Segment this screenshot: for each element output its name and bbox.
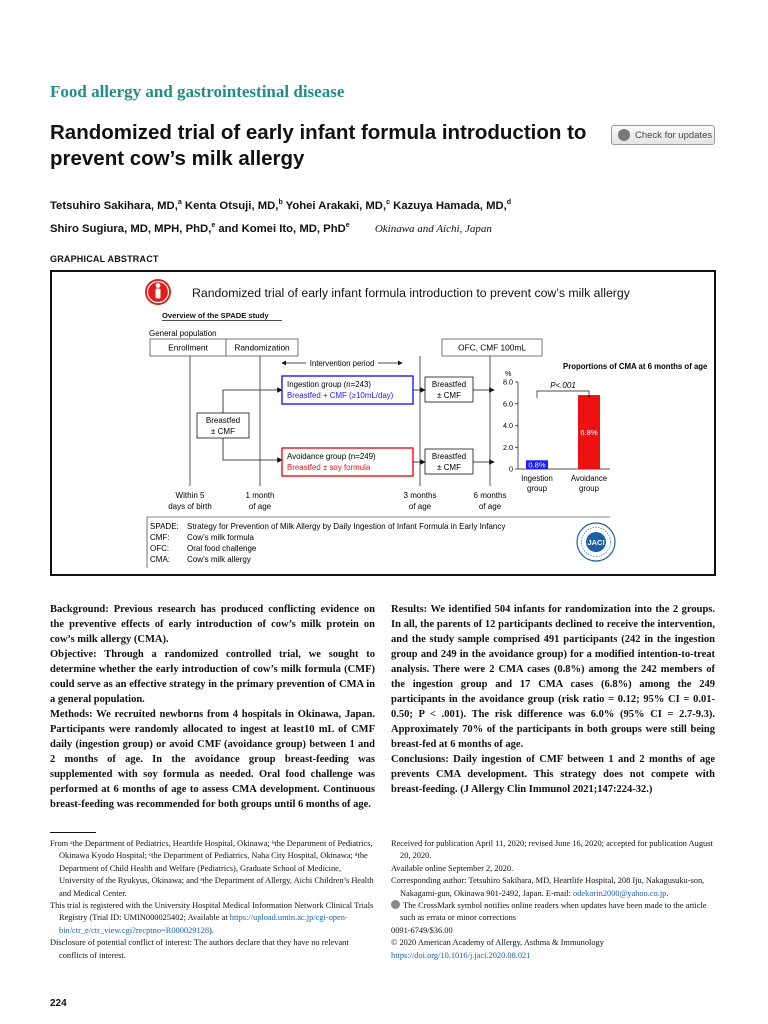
footnotes-left (50, 838, 375, 962)
alert-person-icon (145, 279, 171, 305)
footnotes-right (391, 838, 715, 962)
affiliations-footnote: From ᵃthe Department of Pediatrics, Heartlife Hospital, Okinawa; ᵇthe Department of Pediatrics, Okinawa Kyodo Hospital; ᶜthe Department of Pediatrics, Naha City Hospital, Okinawa; ᵈthe Department of Child Health and Welfare (Pediatrics), Graduate School of Medicine, University of the Ryukyus, Okinawa; and ᵉthe Department of Allergy, Aichi Children’s Health and Medical Center. (50, 839, 374, 898)
legend-abbr: CMF: (150, 533, 170, 542)
svg-text:Breastfed: Breastfed (431, 452, 467, 461)
ingestion-group-detail: Breastfed + CMF (≥10mL/day) (287, 391, 394, 400)
svg-text:of age: of age (248, 502, 272, 511)
author: Tetsuhiro Sakihara, MD, (50, 199, 178, 212)
x-tick-label: Avoidance (570, 474, 608, 483)
y-tick-label: 0 (509, 464, 513, 474)
p-value-label: P<.001 (550, 381, 576, 390)
abstract-paragraph: Background: Previous research has produced conflicting evidence on the preventive effects of early introduction of cow’s milk protein on cow’s milk allergy (CMA). (50, 604, 375, 645)
doi-link[interactable]: https://doi.org/10.1016/j.jaci.2020.08.021 (391, 950, 531, 960)
y-tick-label: 6.0 (503, 399, 513, 409)
x-tick-label: group (579, 484, 599, 493)
author-location: Okinawa and Aichi, Japan (374, 222, 492, 235)
avoidance-group-label: Avoidance group (n=249) (287, 452, 376, 461)
legend-text: Strategy for Prevention of Milk Allergy by Daily Ingestion of Infant Formula in Early Infancy (187, 522, 506, 531)
ingestion-group-label: Ingestion group (n=243) (287, 380, 372, 389)
chart-ylabel: % (505, 369, 512, 378)
abstract-paragraph: Conclusions: Daily ingestion of CMF between 1 and 2 months of age prevents CMA development. This strategy does not compete with breast-feeding. (J Allergy Clin Immunol 2021;147:224-32.) (391, 754, 715, 795)
crossmark-note: The CrossMark symbol notifies online readers when updates have been made to the article such as errata or minor corrections (391, 900, 715, 925)
author-list: Tetsuhiro Sakihara, MD,$^a$ Kenta Otsuji, MD,$^b$ Yohei Arakaki, MD,$^c$ Kazuya Hamada, MD,$^d$ Shiro Sugiura, MD, MPH, PhD,$^e$ and Komei Ito, MD, PhD$^e$ Okinawa and Aichi, Japan (50, 199, 512, 235)
graphical-abstract (50, 270, 716, 576)
registry-link[interactable]: https://upload.umin.ac.jp/cgi-open-bin/ctr_e/ctr_view.cgi?recptno=R000029128 (59, 913, 348, 935)
abstract-paragraph: Results: We identified 504 infants for randomization into the 2 groups. In all, the parents of 12 participants declined to receive the intervention, and the study sample comprised 491 participants (242 in the ingestion group and 249 in the avoidance group) for a modified intention-to-treat analysis. There were 2 CMA cases (0.8%) among the 242 members of the ingestion group and 17 CMA cases (6.8%) among the 249 participants in the avoidance group (risk ratio = 0.12; 95% CI = 0.01-0.50; P < .001). The risk difference was 6.0% (95% CI = 2.7-9.3). Approximately 70% of the participants in both groups were still being breast-fed at 6 months of age. (391, 604, 716, 750)
svg-text:± CMF: ± CMF (437, 463, 461, 472)
jaci-seal-logo (577, 523, 615, 561)
abstract-paragraph: Objective: Through a randomized controlled trial, we sought to determine whether the early introduction of cow’s milk formula (CMF) could serve as an effective strategy in the primary prevention of CMA in a general population. (50, 649, 376, 705)
y-tick-label: 8.0 (503, 377, 513, 387)
randomization-label: Randomization (234, 342, 290, 353)
received-note: Received for publication April 11, 2020; revised June 16, 2020; accepted for publication August 20, 2020. (391, 839, 713, 861)
ga-overview: Overview of the SPADE study (162, 311, 269, 320)
crossmark-icon (391, 900, 400, 909)
online-note: Available online September 2, 2020. (391, 863, 514, 873)
check-for-updates-label: Check for updates (635, 129, 713, 141)
author: and Komei Ito, MD, PhD (218, 222, 346, 235)
timeline-label: Within 5 (175, 491, 205, 500)
abstract-right-column (391, 602, 715, 797)
article-title: Randomized trial of early infant formula introduction to prevent cow’s milk allergy (50, 121, 587, 170)
x-tick-label: Ingestion (521, 474, 553, 483)
check-for-updates-button[interactable] (611, 125, 715, 145)
abstract-paragraph: Methods: We recruited newborns from 4 hospitals in Okinawa, Japan. Participants were randomly allocated to ingest at least10 mL of CMF daily (ingestion group) or avoid CMF (avoidance group) between 1 and 2 months of age. In the avoidance group breast-feeding was supplemented with soy formula as needed. Oral food challenge was performed at 6 months of age to assess CMA development. Continuous breast-feeding was recommended for both groups until 6 months of age. (50, 709, 375, 810)
timeline-label: 6 months (473, 491, 507, 500)
section-heading: Food allergy and gastrointestinal disease (50, 82, 345, 101)
svg-text:Breastfed: Breastfed (431, 380, 467, 389)
general-population-label: General population (149, 329, 217, 338)
bar-value-label: 0.8% (528, 460, 546, 470)
legend-text: Cow’s milk formula (187, 533, 254, 542)
y-tick-label: 2.0 (503, 442, 513, 452)
abstract-left-column (50, 602, 375, 812)
svg-text:± CMF: ± CMF (437, 391, 461, 400)
svg-text:Breastfed: Breastfed (205, 416, 241, 425)
registration-footnote: This trial is registered with the University Hospital Medical Information Network Clinical Trials Registry (Trial ID: UMIN000025402; Available at https://upload.umin.ac.jp/cgi-open-bin/ctr_e/ctr_view.cgi?recptno=R000029128). (50, 901, 374, 935)
author: Yohei Arakaki, MD, (285, 199, 387, 212)
legend-abbr: OFC: (150, 544, 170, 553)
legend-abbr: SPADE: (150, 522, 179, 531)
copyright-note: © 2020 American Academy of Allergy, Asthma & Immunology (391, 938, 604, 948)
author: Kenta Otsuji, MD, (184, 199, 279, 212)
ofc-label: OFC, CMF 100mL (458, 342, 526, 353)
svg-text:days of birth: days of birth (168, 502, 212, 511)
crossmark-icon (618, 129, 630, 141)
timeline-label: 3 months (403, 491, 437, 500)
bar-value-label: 6.8% (580, 428, 598, 438)
legend-abbr: CMA: (150, 555, 170, 564)
intervention-period-label: Intervention period (309, 359, 375, 368)
graphical-abstract-heading: GRAPHICAL ABSTRACT (50, 254, 159, 264)
svg-text:JACI: JACI (587, 538, 605, 547)
svg-text:± CMF: ± CMF (211, 427, 235, 436)
corresponding-note: Corresponding author: Tetsuhiro Sakihara, MD, Heartlife Hospital, 208 Iju, Nakagusuku-son, Nakagami-gun, Okinawa 901-2492, Japan. E-mail: odekorin2000@yahoo.co.jp. (391, 876, 705, 898)
email-link[interactable]: odekorin2000@yahoo.co.jp (573, 888, 667, 898)
author: Shiro Sugiura, MD, MPH, PhD, (50, 222, 212, 235)
legend-text: Oral food challenge (187, 544, 257, 553)
avoidance-group-detail: Breastfed ± soy formula (287, 463, 371, 472)
timeline-label: 1 month (245, 491, 275, 500)
y-tick-label: 4.0 (503, 421, 513, 430)
author: Kazuya Hamada, MD, (393, 199, 507, 212)
enrollment-label: Enrollment (168, 342, 208, 353)
issn-note: 0091-6749/$36.00 (391, 925, 453, 935)
ga-legend (150, 522, 505, 564)
chart-title: Proportions of CMA at 6 months of age (563, 362, 708, 371)
ga-title: Randomized trial of early infant formula introduction to prevent cow’s milk allergy (192, 286, 630, 300)
legend-text: Cow’s milk allergy (187, 555, 251, 564)
footnote-rule (50, 832, 96, 833)
page-number: 224 (50, 998, 67, 1009)
svg-text:of age: of age (408, 502, 432, 511)
x-tick-label: group (527, 484, 547, 493)
disclosure-footnote: Disclosure of potential conflict of interest: The authors declare that they have no relevant conflicts of interest. (50, 938, 349, 960)
svg-text:of age: of age (478, 502, 502, 511)
cma-bar-chart (503, 362, 708, 493)
